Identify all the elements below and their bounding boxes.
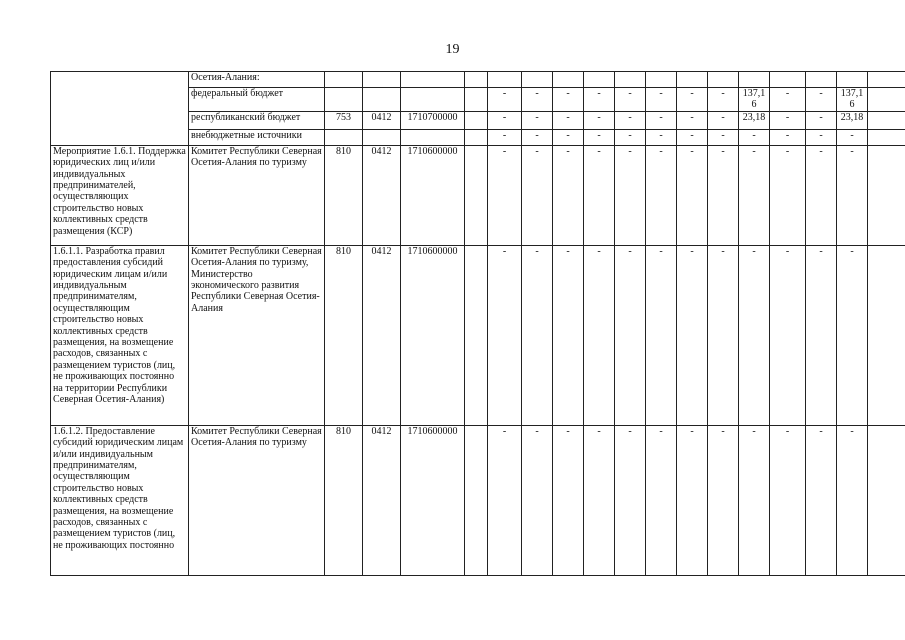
activity-name-cell xyxy=(51,72,189,146)
value-cell: - xyxy=(522,88,553,112)
funding-source-label: республиканский бюджет xyxy=(189,111,325,129)
value-cell xyxy=(488,72,522,88)
value-cell xyxy=(553,72,584,88)
value-cell xyxy=(868,129,905,145)
value-cell: - xyxy=(770,111,806,129)
value-cell: - xyxy=(488,245,522,425)
table-row xyxy=(51,245,905,425)
value-cell: - xyxy=(739,145,770,245)
value-cell: - xyxy=(677,245,708,425)
value-cell: - xyxy=(770,88,806,112)
code-cell xyxy=(401,88,465,112)
value-cell xyxy=(739,72,770,88)
value-cell: - xyxy=(615,88,646,112)
value-cell: - xyxy=(584,88,615,112)
value-cell: - xyxy=(806,425,837,575)
value-cell: - xyxy=(615,129,646,145)
value-cell: - xyxy=(677,111,708,129)
value-cell: - xyxy=(708,111,739,129)
value-cell: 23,18 xyxy=(739,111,770,129)
value-cell: - xyxy=(522,425,553,575)
code-cell xyxy=(363,88,401,112)
budget-table xyxy=(50,71,905,576)
value-cell xyxy=(522,72,553,88)
activity-name-cell: 1.6.1.1. Разработка правил предоставления субсидий юридическим лицам и/или индивидуальным предпринимателям, осуществляющим строительство новых коллективных средств размещения, на возмещение расходов, связанных с размещением туристов (лиц, не проживающих постоянно на территории Республики Северная Осетия-Алания) xyxy=(51,245,189,425)
value-cell xyxy=(677,72,708,88)
value-cell: - xyxy=(553,425,584,575)
code-cell xyxy=(401,129,465,145)
value-cell: - xyxy=(488,88,522,112)
value-cell: - xyxy=(708,145,739,245)
value-cell: - xyxy=(770,245,806,425)
value-cell: - xyxy=(739,245,770,425)
value-cell: - xyxy=(488,145,522,245)
value-cell: - xyxy=(770,129,806,145)
value-cell: - xyxy=(646,129,677,145)
value-cell: - xyxy=(646,425,677,575)
value-cell: - xyxy=(584,129,615,145)
table-row xyxy=(51,145,905,245)
value-cell: - xyxy=(677,88,708,112)
value-cell: 23,18 xyxy=(837,111,868,129)
value-cell: - xyxy=(615,145,646,245)
value-cell xyxy=(465,111,488,129)
value-cell: - xyxy=(770,145,806,245)
activity-name-cell: Мероприятие 1.6.1. Поддержка юридических лиц и/или индивидуальных предпринимателей, осуществляющих строительство новых коллективных средств размещения (КСР) xyxy=(51,145,189,245)
value-cell: - xyxy=(488,111,522,129)
value-cell: - xyxy=(646,145,677,245)
value-cell: - xyxy=(553,129,584,145)
code-cell: 0412 xyxy=(363,111,401,129)
page-number: 19 xyxy=(445,42,460,57)
value-cell: - xyxy=(584,111,615,129)
value-cell: - xyxy=(708,245,739,425)
value-cell xyxy=(806,72,837,88)
value-cell: - xyxy=(488,129,522,145)
value-cell xyxy=(584,72,615,88)
funding-source-label: внебюджетные источники xyxy=(189,129,325,145)
value-cell: - xyxy=(806,129,837,145)
code-cell: 810 xyxy=(325,425,363,575)
value-cell: - xyxy=(488,425,522,575)
code-cell xyxy=(325,72,363,88)
executor-cell: Комитет Республики Северная Осетия-Алания по туризму xyxy=(189,145,325,245)
value-cell: 137,16 xyxy=(837,88,868,112)
value-cell xyxy=(868,88,905,112)
value-cell xyxy=(868,245,905,425)
value-cell: - xyxy=(837,245,868,425)
value-cell: - xyxy=(615,245,646,425)
code-cell xyxy=(325,129,363,145)
table-row xyxy=(51,425,905,575)
activity-name-cell: 1.6.1.2. Предоставление субсидий юридическим лицам и/или индивидуальным предпринимателям, осуществляющим строительство новых коллективных средств размещения, на возмещение расходов, связанных с размещением туристов (лиц, не проживающих постоянно xyxy=(51,425,189,575)
funding-source-label: федеральный бюджет xyxy=(189,88,325,112)
value-cell: - xyxy=(584,425,615,575)
value-cell xyxy=(868,72,905,88)
value-cell: - xyxy=(806,245,837,425)
value-cell: - xyxy=(522,111,553,129)
value-cell xyxy=(465,425,488,575)
value-cell xyxy=(646,72,677,88)
code-cell: 1710600000 xyxy=(401,145,465,245)
value-cell xyxy=(465,88,488,112)
value-cell: - xyxy=(615,111,646,129)
value-cell: - xyxy=(837,129,868,145)
executor-cell: Комитет Республики Северная Осетия-Алания по туризму xyxy=(189,425,325,575)
value-cell xyxy=(868,111,905,129)
value-cell xyxy=(868,145,905,245)
value-cell xyxy=(708,72,739,88)
code-cell: 810 xyxy=(325,145,363,245)
value-cell xyxy=(837,72,868,88)
value-cell: - xyxy=(553,145,584,245)
code-cell xyxy=(401,72,465,88)
value-cell: - xyxy=(584,145,615,245)
code-cell: 1710700000 xyxy=(401,111,465,129)
code-cell xyxy=(363,72,401,88)
value-cell: - xyxy=(739,129,770,145)
code-cell: 0412 xyxy=(363,425,401,575)
value-cell: - xyxy=(837,425,868,575)
code-cell: 0412 xyxy=(363,245,401,425)
value-cell: - xyxy=(806,88,837,112)
value-cell: - xyxy=(646,245,677,425)
value-cell: 137,16 xyxy=(739,88,770,112)
value-cell: - xyxy=(708,425,739,575)
value-cell xyxy=(615,72,646,88)
value-cell: - xyxy=(677,129,708,145)
value-cell: - xyxy=(615,425,646,575)
value-cell: - xyxy=(770,425,806,575)
table-row xyxy=(51,72,905,88)
code-cell: 753 xyxy=(325,111,363,129)
value-cell: - xyxy=(553,88,584,112)
value-cell: - xyxy=(708,129,739,145)
value-cell: - xyxy=(522,129,553,145)
value-cell: - xyxy=(806,145,837,245)
code-cell xyxy=(363,129,401,145)
value-cell: - xyxy=(646,111,677,129)
value-cell xyxy=(465,245,488,425)
code-cell: 810 xyxy=(325,245,363,425)
value-cell: - xyxy=(806,111,837,129)
value-cell: - xyxy=(646,88,677,112)
value-cell xyxy=(465,72,488,88)
value-cell: - xyxy=(739,425,770,575)
value-cell xyxy=(868,425,905,575)
value-cell xyxy=(465,129,488,145)
value-cell: - xyxy=(584,245,615,425)
value-cell xyxy=(770,72,806,88)
value-cell: - xyxy=(522,245,553,425)
executor-cell: Комитет Республики Северная Осетия-Алания по туризму, Министерство экономического развития Республики Северная Осетия-Алания xyxy=(189,245,325,425)
code-cell: 1710600000 xyxy=(401,425,465,575)
code-cell: 0412 xyxy=(363,145,401,245)
value-cell: - xyxy=(677,145,708,245)
value-cell: - xyxy=(522,145,553,245)
value-cell xyxy=(465,145,488,245)
value-cell: - xyxy=(677,425,708,575)
value-cell: - xyxy=(553,245,584,425)
code-cell xyxy=(325,88,363,112)
value-cell: - xyxy=(708,88,739,112)
code-cell: 1710600000 xyxy=(401,245,465,425)
value-cell: - xyxy=(837,145,868,245)
value-cell: - xyxy=(553,111,584,129)
funding-source-label: Осетия-Алания: xyxy=(189,72,325,88)
